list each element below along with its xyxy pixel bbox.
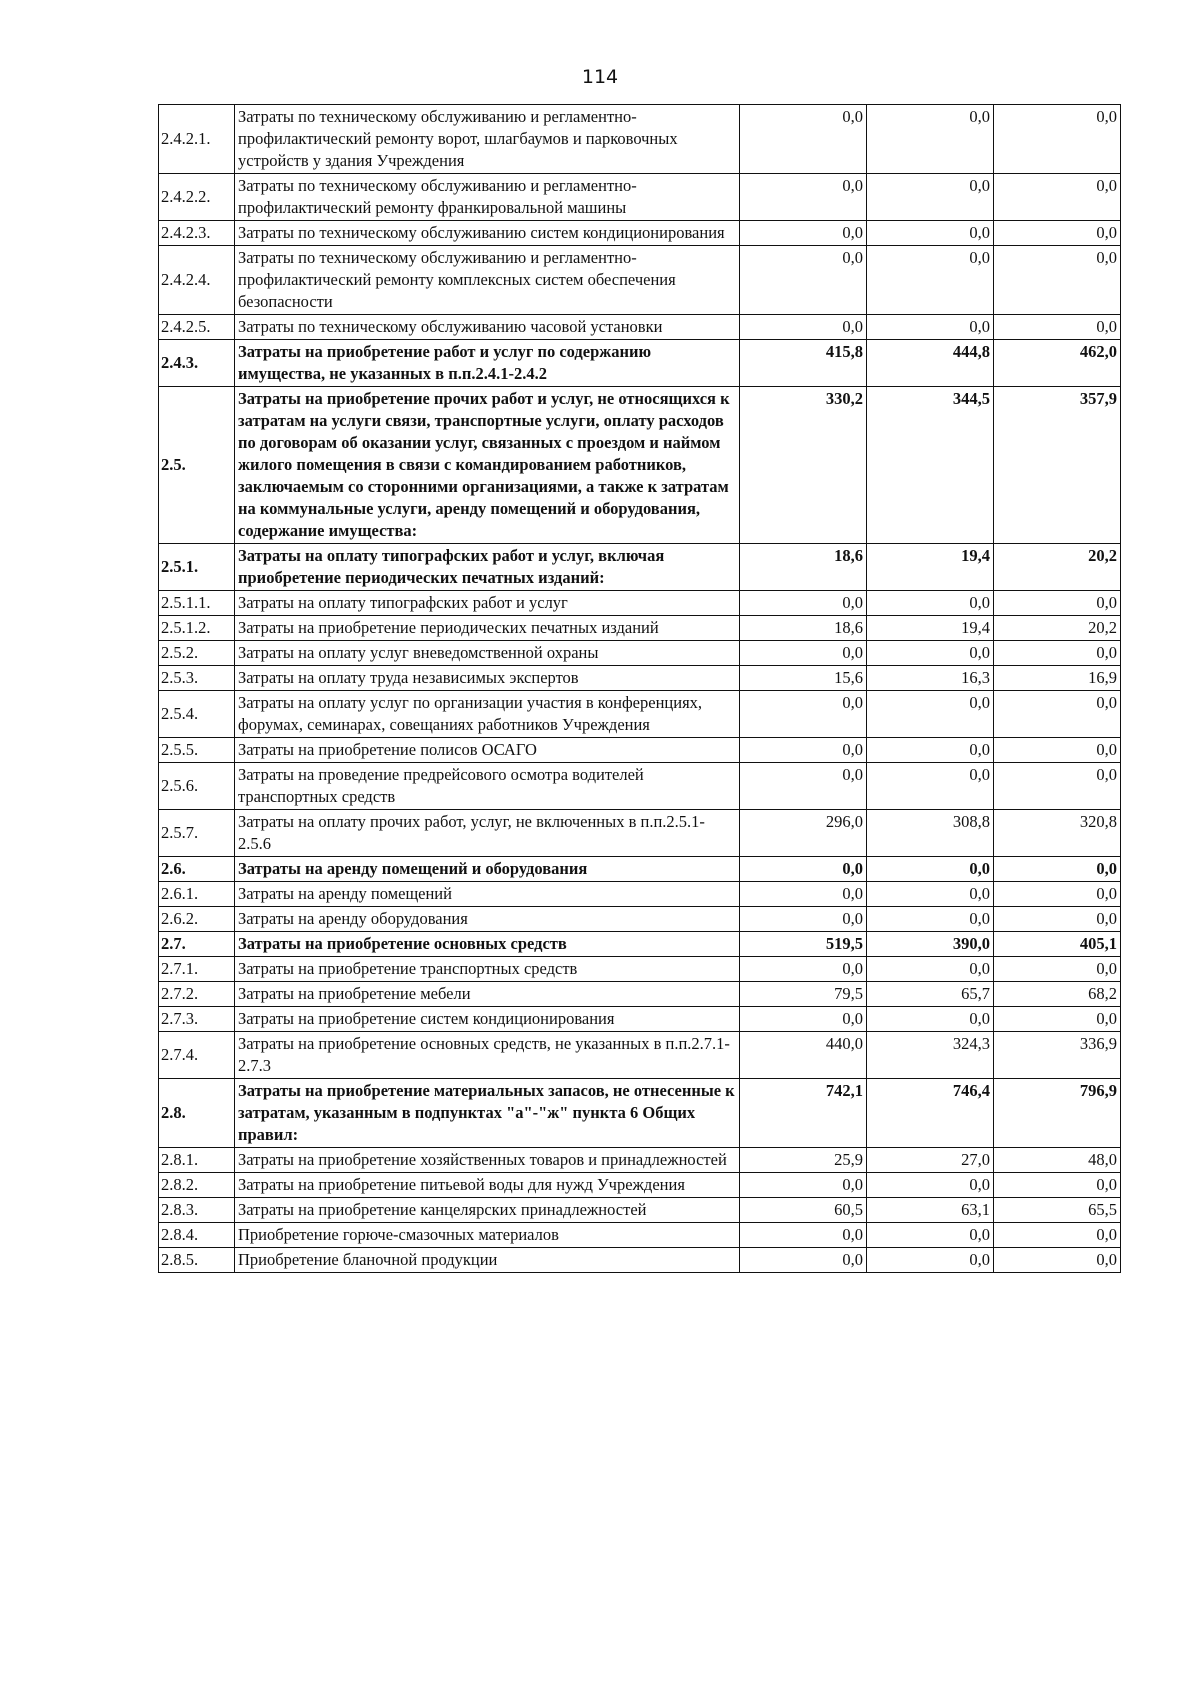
row-value-2: 0,0	[867, 1248, 994, 1273]
row-value-3: 0,0	[994, 105, 1121, 174]
table-row	[159, 1032, 1121, 1079]
table-row	[159, 174, 1121, 221]
row-name: Затраты на оплату услуг по организации участия в конференциях, форумах, семинарах, совещаниях работников Учреждения	[235, 691, 740, 738]
row-code: 2.8.1.	[159, 1148, 235, 1173]
row-value-2: 0,0	[867, 763, 994, 810]
row-value-2: 19,4	[867, 544, 994, 591]
table-row	[159, 1148, 1121, 1173]
row-value-3: 0,0	[994, 591, 1121, 616]
row-code: 2.7.3.	[159, 1007, 235, 1032]
row-code: 2.4.2.5.	[159, 315, 235, 340]
row-name: Затраты по техническому обслуживанию часовой установки	[235, 315, 740, 340]
row-value-1: 415,8	[740, 340, 867, 387]
row-value-2: 63,1	[867, 1198, 994, 1223]
row-name: Затраты на приобретение систем кондиционирования	[235, 1007, 740, 1032]
table-row	[159, 246, 1121, 315]
row-value-1: 0,0	[740, 907, 867, 932]
row-name: Затраты на аренду помещений	[235, 882, 740, 907]
row-code: 2.8.2.	[159, 1173, 235, 1198]
table-row	[159, 641, 1121, 666]
row-value-2: 0,0	[867, 907, 994, 932]
row-value-2: 0,0	[867, 957, 994, 982]
row-value-3: 0,0	[994, 246, 1121, 315]
table-row	[159, 907, 1121, 932]
row-value-1: 18,6	[740, 544, 867, 591]
row-code: 2.8.5.	[159, 1248, 235, 1273]
row-code: 2.8.3.	[159, 1198, 235, 1223]
table-row	[159, 1079, 1121, 1148]
row-value-2: 0,0	[867, 1223, 994, 1248]
row-value-3: 0,0	[994, 174, 1121, 221]
row-value-3: 0,0	[994, 691, 1121, 738]
row-value-2: 0,0	[867, 315, 994, 340]
row-value-1: 330,2	[740, 387, 867, 544]
row-name: Затраты на приобретение прочих работ и услуг, не относящихся к затратам на услуги связи, транспортные услуги, оплату расходов по договорам об оказании услуг, связанных с проездом и наймом жилого помещения в связи с командированием работников, заключаемым со сторонними организациями, а также к затратам на коммунальные услуги, аренду помещений и оборудования, содержание имущества:	[235, 387, 740, 544]
row-code: 2.5.2.	[159, 641, 235, 666]
row-value-3: 336,9	[994, 1032, 1121, 1079]
row-code: 2.4.2.1.	[159, 105, 235, 174]
row-code: 2.5.1.1.	[159, 591, 235, 616]
row-code: 2.5.1.	[159, 544, 235, 591]
row-value-1: 0,0	[740, 1173, 867, 1198]
row-name: Затраты по техническому обслуживанию и регламентно-профилактический ремонту комплексных систем обеспечения безопасности	[235, 246, 740, 315]
row-value-2: 0,0	[867, 738, 994, 763]
row-code: 2.4.2.3.	[159, 221, 235, 246]
table-row	[159, 691, 1121, 738]
table-row	[159, 857, 1121, 882]
row-value-3: 0,0	[994, 641, 1121, 666]
row-value-1: 0,0	[740, 882, 867, 907]
row-value-2: 0,0	[867, 221, 994, 246]
table-row	[159, 1223, 1121, 1248]
row-code: 2.5.	[159, 387, 235, 544]
row-name: Приобретение бланочной продукции	[235, 1248, 740, 1273]
row-value-3: 48,0	[994, 1148, 1121, 1173]
row-value-1: 0,0	[740, 641, 867, 666]
row-value-1: 25,9	[740, 1148, 867, 1173]
row-value-1: 296,0	[740, 810, 867, 857]
row-code: 2.4.2.2.	[159, 174, 235, 221]
row-value-3: 0,0	[994, 882, 1121, 907]
table-row	[159, 387, 1121, 544]
row-name: Затраты на приобретение питьевой воды для нужд Учреждения	[235, 1173, 740, 1198]
row-value-2: 0,0	[867, 857, 994, 882]
row-value-3: 0,0	[994, 1007, 1121, 1032]
row-code: 2.6.	[159, 857, 235, 882]
row-code: 2.5.3.	[159, 666, 235, 691]
row-name: Затраты на приобретение полисов ОСАГО	[235, 738, 740, 763]
row-value-2: 19,4	[867, 616, 994, 641]
row-name: Затраты на приобретение основных средств	[235, 932, 740, 957]
row-value-3: 357,9	[994, 387, 1121, 544]
row-name: Затраты на оплату типографских работ и услуг, включая приобретение периодических печатных изданий:	[235, 544, 740, 591]
row-value-1: 0,0	[740, 738, 867, 763]
row-code: 2.7.	[159, 932, 235, 957]
table-row	[159, 105, 1121, 174]
row-value-2: 65,7	[867, 982, 994, 1007]
row-value-1: 0,0	[740, 857, 867, 882]
row-value-2: 390,0	[867, 932, 994, 957]
row-value-1: 0,0	[740, 591, 867, 616]
row-value-2: 0,0	[867, 1173, 994, 1198]
row-value-2: 324,3	[867, 1032, 994, 1079]
row-code: 2.8.	[159, 1079, 235, 1148]
row-value-1: 0,0	[740, 246, 867, 315]
row-value-3: 0,0	[994, 957, 1121, 982]
row-value-1: 0,0	[740, 1007, 867, 1032]
row-value-3: 65,5	[994, 1198, 1121, 1223]
row-value-1: 0,0	[740, 763, 867, 810]
table-row	[159, 957, 1121, 982]
table-row	[159, 340, 1121, 387]
row-value-1: 0,0	[740, 105, 867, 174]
row-name: Затраты на приобретение мебели	[235, 982, 740, 1007]
row-value-2: 746,4	[867, 1079, 994, 1148]
row-value-3: 462,0	[994, 340, 1121, 387]
row-value-3: 320,8	[994, 810, 1121, 857]
row-value-3: 16,9	[994, 666, 1121, 691]
row-name: Затраты на проведение предрейсового осмотра водителей транспортных средств	[235, 763, 740, 810]
row-value-1: 15,6	[740, 666, 867, 691]
row-code: 2.7.4.	[159, 1032, 235, 1079]
row-value-1: 0,0	[740, 221, 867, 246]
row-code: 2.7.1.	[159, 957, 235, 982]
row-name: Затраты на оплату труда независимых экспертов	[235, 666, 740, 691]
row-value-1: 0,0	[740, 174, 867, 221]
row-value-3: 405,1	[994, 932, 1121, 957]
row-value-1: 0,0	[740, 1223, 867, 1248]
row-code: 2.5.6.	[159, 763, 235, 810]
row-value-3: 20,2	[994, 616, 1121, 641]
row-value-2: 0,0	[867, 591, 994, 616]
row-code: 2.6.1.	[159, 882, 235, 907]
row-value-1: 18,6	[740, 616, 867, 641]
table-row	[159, 221, 1121, 246]
row-value-2: 344,5	[867, 387, 994, 544]
cost-table	[158, 104, 1121, 1273]
row-value-3: 796,9	[994, 1079, 1121, 1148]
row-code: 2.5.5.	[159, 738, 235, 763]
row-value-2: 0,0	[867, 641, 994, 666]
row-name: Затраты на приобретение основных средств, не указанных в п.п.2.7.1-2.7.3	[235, 1032, 740, 1079]
row-code: 2.5.1.2.	[159, 616, 235, 641]
table-row	[159, 738, 1121, 763]
row-name: Затраты на аренду помещений и оборудования	[235, 857, 740, 882]
row-name: Затраты на приобретение материальных запасов, не отнесенные к затратам, указанным в подпунктах "а"-"ж" пункта 6 Общих правил:	[235, 1079, 740, 1148]
row-value-3: 0,0	[994, 763, 1121, 810]
row-value-3: 0,0	[994, 221, 1121, 246]
row-code: 2.6.2.	[159, 907, 235, 932]
row-name: Затраты на аренду оборудования	[235, 907, 740, 932]
table-row	[159, 1198, 1121, 1223]
table-row	[159, 882, 1121, 907]
row-value-2: 0,0	[867, 174, 994, 221]
row-code: 2.7.2.	[159, 982, 235, 1007]
row-value-2: 444,8	[867, 340, 994, 387]
page-number: 114	[581, 66, 619, 88]
table-row	[159, 591, 1121, 616]
row-name: Затраты по техническому обслуживанию и регламентно-профилактический ремонту ворот, шлагбаумов и парковочных устройств у здания Учреждения	[235, 105, 740, 174]
row-value-1: 0,0	[740, 957, 867, 982]
table-row	[159, 982, 1121, 1007]
row-name: Затраты на приобретение транспортных средств	[235, 957, 740, 982]
table-row	[159, 616, 1121, 641]
row-value-2: 16,3	[867, 666, 994, 691]
row-code: 2.5.4.	[159, 691, 235, 738]
row-name: Затраты на приобретение работ и услуг по содержанию имущества, не указанных в п.п.2.4.1-2.4.2	[235, 340, 740, 387]
table-row	[159, 315, 1121, 340]
row-code: 2.8.4.	[159, 1223, 235, 1248]
table-row	[159, 1248, 1121, 1273]
row-value-3: 0,0	[994, 857, 1121, 882]
row-value-2: 0,0	[867, 882, 994, 907]
row-value-2: 27,0	[867, 1148, 994, 1173]
row-code: 2.4.3.	[159, 340, 235, 387]
row-name: Затраты на приобретение канцелярских принадлежностей	[235, 1198, 740, 1223]
table-row	[159, 763, 1121, 810]
row-value-3: 0,0	[994, 907, 1121, 932]
table-row	[159, 544, 1121, 591]
row-value-1: 742,1	[740, 1079, 867, 1148]
row-name: Затраты на оплату услуг вневедомственной охраны	[235, 641, 740, 666]
table-row	[159, 666, 1121, 691]
row-name: Затраты по техническому обслуживанию и регламентно-профилактический ремонту франкировальной машины	[235, 174, 740, 221]
row-value-2: 0,0	[867, 691, 994, 738]
row-value-1: 0,0	[740, 691, 867, 738]
row-code: 2.4.2.4.	[159, 246, 235, 315]
row-value-3: 0,0	[994, 1223, 1121, 1248]
table-row	[159, 932, 1121, 957]
row-name: Затраты на приобретение хозяйственных товаров и принадлежностей	[235, 1148, 740, 1173]
row-value-3: 0,0	[994, 1173, 1121, 1198]
table-row	[159, 1007, 1121, 1032]
row-value-1: 60,5	[740, 1198, 867, 1223]
row-value-2: 0,0	[867, 246, 994, 315]
row-value-1: 79,5	[740, 982, 867, 1007]
cost-table-body	[159, 105, 1121, 1273]
row-value-1: 440,0	[740, 1032, 867, 1079]
row-name: Затраты на оплату типографских работ и услуг	[235, 591, 740, 616]
row-value-3: 68,2	[994, 982, 1121, 1007]
row-value-2: 0,0	[867, 1007, 994, 1032]
table-row	[159, 1173, 1121, 1198]
row-code: 2.5.7.	[159, 810, 235, 857]
row-name: Приобретение горюче-смазочных материалов	[235, 1223, 740, 1248]
row-value-3: 0,0	[994, 738, 1121, 763]
row-value-3: 0,0	[994, 315, 1121, 340]
row-value-1: 0,0	[740, 315, 867, 340]
row-value-2: 0,0	[867, 105, 994, 174]
row-value-1: 519,5	[740, 932, 867, 957]
row-name: Затраты по техническому обслуживанию систем кондиционирования	[235, 221, 740, 246]
row-value-3: 20,2	[994, 544, 1121, 591]
row-value-2: 308,8	[867, 810, 994, 857]
row-name: Затраты на приобретение периодических печатных изданий	[235, 616, 740, 641]
row-value-1: 0,0	[740, 1248, 867, 1273]
row-value-3: 0,0	[994, 1248, 1121, 1273]
row-name: Затраты на оплату прочих работ, услуг, не включенных в п.п.2.5.1-2.5.6	[235, 810, 740, 857]
table-row	[159, 810, 1121, 857]
